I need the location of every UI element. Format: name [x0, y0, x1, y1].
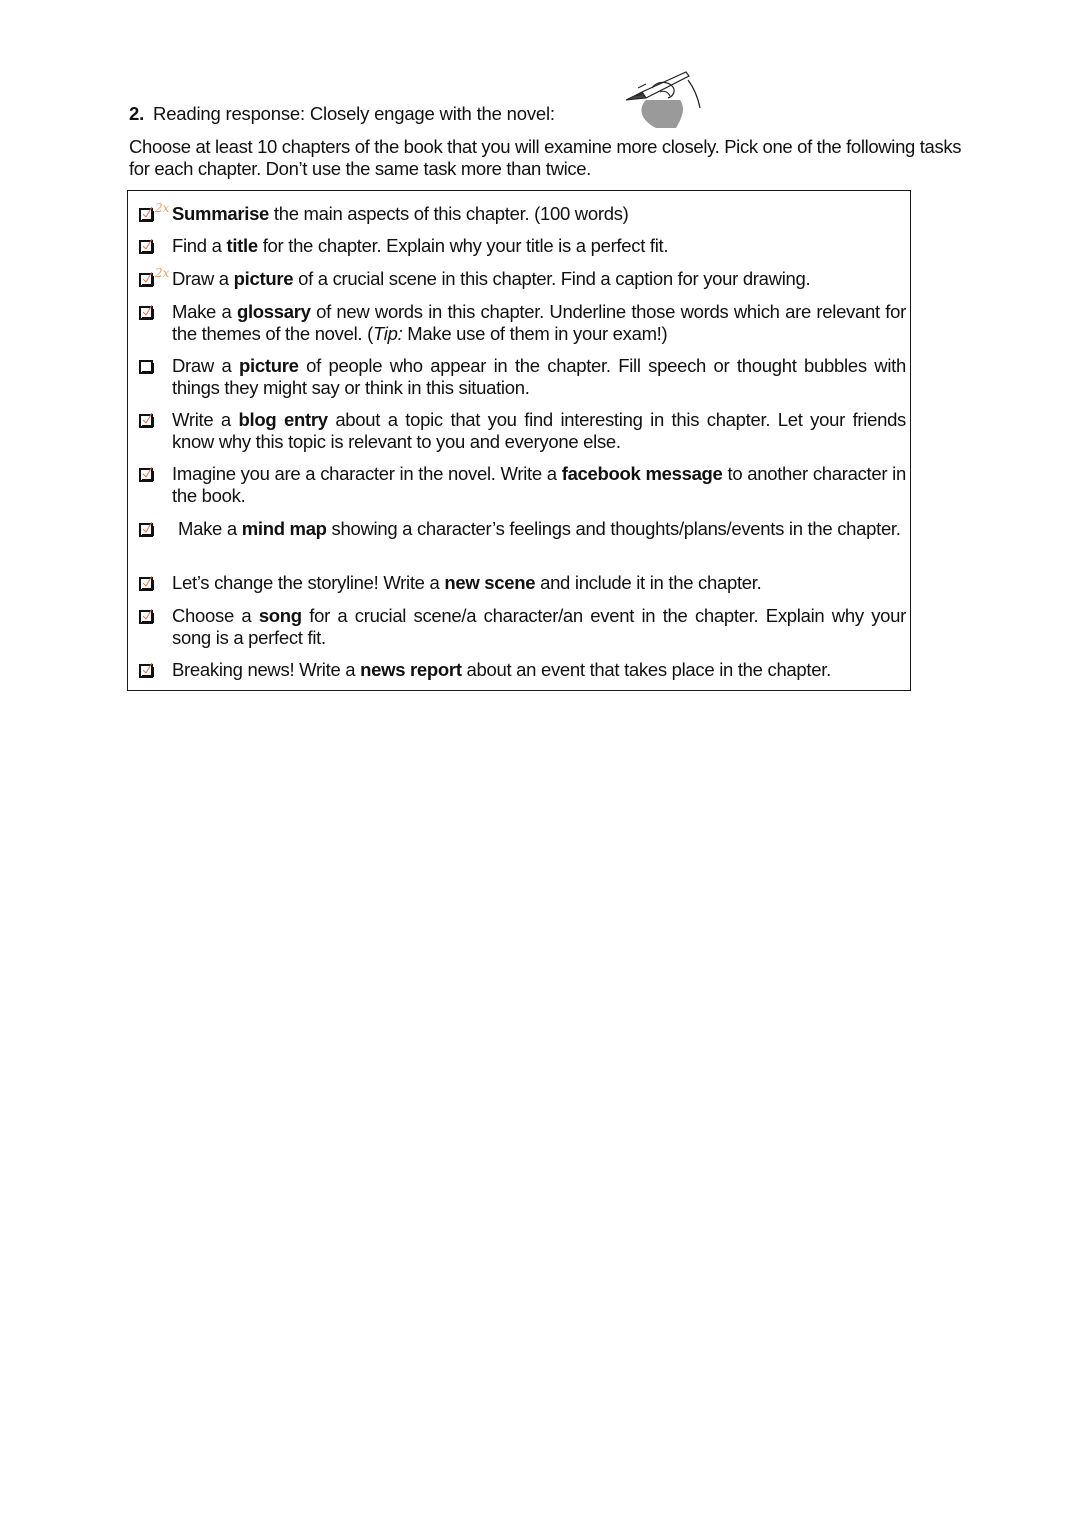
task-bold: new scene: [444, 572, 536, 593]
task-pre: Draw a: [172, 355, 239, 376]
task-bold: mind map: [241, 518, 327, 539]
section-heading: [129, 103, 555, 125]
checkbox-icon[interactable]: [139, 413, 154, 428]
task-text: [172, 235, 906, 257]
checkbox-icon[interactable]: [139, 522, 154, 537]
task-post: for a crucial scene/a character/an event in the chapter. Explain why your song is a perfect fit.: [172, 605, 906, 648]
task-text: [172, 203, 906, 225]
task-pre: Imagine you are a character in the novel. Write a: [172, 463, 562, 484]
task-text: [172, 355, 906, 399]
task-post2: Make use of them in your exam!): [402, 323, 668, 344]
checkbox-icon[interactable]: [139, 467, 154, 482]
hand-writing-pen-icon: [616, 62, 702, 130]
task-bold: facebook message: [561, 463, 723, 484]
task-post: for the chapter. Explain why your title is a perfect fit.: [257, 235, 669, 256]
task-pre: Let’s change the storyline! Write a: [172, 572, 445, 593]
task-pre: Make a: [172, 301, 237, 322]
task-post: showing a character’s feelings and thoughts/plans/events in the chapter.: [326, 518, 901, 539]
task-list: [127, 190, 911, 691]
task-text: [172, 572, 906, 594]
task-post: about an event that takes place in the chapter.: [461, 659, 831, 680]
done-twice-mark: 2x: [155, 266, 170, 280]
task-post: about a topic that you find interesting in this chapter. Let your friends know why this topic is relevant to you and everyone else.: [172, 409, 907, 452]
task-text: [172, 659, 906, 681]
task-bold: title: [226, 235, 258, 256]
checkbox-icon[interactable]: [139, 359, 154, 374]
done-twice-mark: 2x: [155, 201, 170, 215]
task-post: the main aspects of this chapter. (100 words): [269, 203, 629, 224]
task-bold: picture: [239, 355, 299, 376]
task-bold: Summarise: [172, 203, 270, 224]
checkbox-icon[interactable]: [139, 305, 154, 320]
task-post: to another character in the book.: [172, 463, 906, 506]
intro-text: Choose at least 10 chapters of the book that you will examine more closely. Pick one of the following tasks for each chapter. Don’t use the same task more than twice.: [129, 136, 962, 179]
task-bold: news report: [360, 659, 462, 680]
task-text: [172, 605, 906, 649]
task-text: [178, 518, 906, 540]
task-text: [172, 301, 906, 345]
task-text: [172, 409, 906, 453]
task-pre: Breaking news! Write a: [172, 659, 361, 680]
task-text: [172, 463, 906, 507]
task-bold: song: [258, 605, 302, 626]
task-post: of a crucial scene in this chapter. Find a caption for your drawing.: [293, 268, 811, 289]
task-post: of new words in this chapter. Underline those words which are relevant for the themes of the novel. (: [172, 301, 906, 344]
task-pre: Choose a: [172, 605, 259, 626]
task-post: and include it in the chapter.: [535, 572, 762, 593]
task-pre: Draw a: [172, 268, 234, 289]
task-post: of people who appear in the chapter. Fill speech or thought bubbles with things they might say or think in this situation.: [172, 355, 906, 398]
task-pre: Make a: [178, 518, 242, 539]
task-bold: picture: [233, 268, 294, 289]
task-bold: glossary: [236, 301, 311, 322]
checkbox-icon[interactable]: [139, 272, 154, 287]
checkbox-icon[interactable]: [139, 663, 154, 678]
checkbox-icon[interactable]: [139, 576, 154, 591]
checkbox-icon[interactable]: [139, 239, 154, 254]
checkbox-icon[interactable]: [139, 207, 154, 222]
section-number: 2.: [129, 103, 145, 124]
section-title: Reading response: Closely engage with the novel:: [153, 103, 555, 124]
task-pre: Write a: [172, 409, 239, 430]
task-pre: Find a: [172, 235, 227, 256]
task-bold: blog entry: [238, 409, 328, 430]
checkbox-icon[interactable]: [139, 609, 154, 624]
task-tip: Tip:: [372, 323, 403, 344]
task-text: [172, 268, 906, 290]
